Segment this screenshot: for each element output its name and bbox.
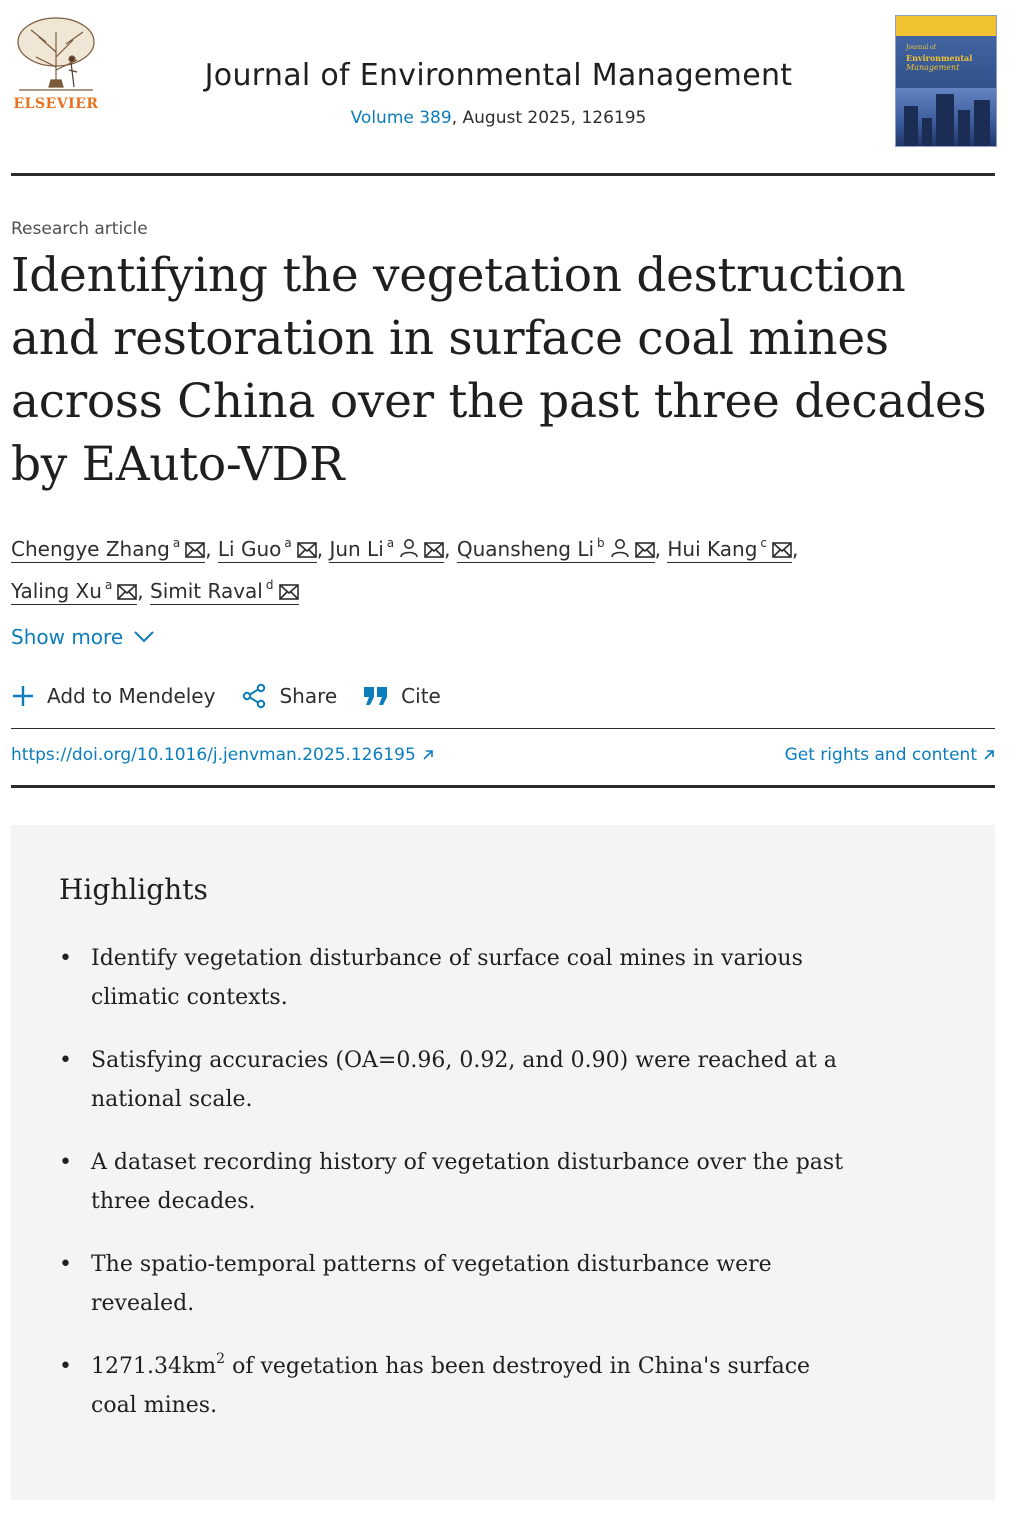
author-name: Hui Kang — [667, 537, 758, 561]
affiliation-marker: a — [104, 578, 113, 592]
add-to-mendeley-label: Add to Mendeley — [47, 684, 216, 708]
cite-label: Cite — [401, 684, 441, 708]
external-link-arrow-icon — [983, 749, 995, 761]
highlight-value: 1271.34km — [91, 1354, 217, 1379]
highlight-item: • Satisfying accuracies (OA=0.96, 0.92, and 0.90) were reached at a national scale. — [59, 1041, 849, 1119]
author-separator: , — [316, 537, 324, 561]
highlights-section — [11, 825, 995, 1500]
cover-journal-name: Journal of Environmental Management — [906, 44, 973, 72]
affiliation-marker: a — [386, 536, 395, 550]
cite-button[interactable] — [363, 684, 441, 708]
person-icon — [610, 538, 630, 558]
envelope-icon — [297, 542, 317, 558]
author-link[interactable] — [218, 537, 317, 563]
author-name: Jun Li — [329, 537, 384, 561]
author-separator: , — [654, 537, 662, 561]
show-more-label: Show more — [11, 625, 124, 649]
envelope-icon — [185, 542, 205, 558]
envelope-icon — [279, 584, 299, 600]
author-link[interactable] — [667, 537, 792, 563]
share-button[interactable] — [241, 683, 337, 709]
highlight-item: • The spatio-temporal patterns of vegetation disturbance were revealed. — [59, 1245, 849, 1323]
rights-and-content-link[interactable] — [785, 745, 995, 765]
plus-icon — [11, 684, 35, 708]
external-link-arrow-icon — [422, 749, 434, 761]
author-separator: , — [444, 537, 451, 561]
doi-link[interactable] — [11, 745, 434, 765]
highlights-list — [59, 939, 849, 1449]
cover-building — [904, 106, 918, 146]
affiliation-marker: d — [265, 578, 274, 592]
affiliation-marker: a — [172, 536, 181, 550]
highlights-heading: Highlights — [59, 873, 208, 906]
author-link[interactable] — [11, 537, 205, 563]
envelope-icon — [117, 584, 137, 600]
author-name: Yaling Xu — [11, 579, 102, 603]
journal-issue-info — [121, 108, 876, 128]
cover-building — [936, 94, 954, 146]
quote-icon — [363, 685, 389, 707]
cover-building — [974, 100, 990, 146]
chevron-down-icon — [133, 630, 155, 644]
author-name: Simit Raval — [150, 579, 263, 603]
superscript-exponent: 2 — [216, 1351, 226, 1367]
highlight-text: of vegetation has been destroyed in China's surface coal mines. — [91, 1354, 811, 1418]
author-name: Li Guo — [217, 537, 282, 561]
rights-text: Get rights and content — [784, 745, 977, 765]
author-name: Quansheng Li — [456, 537, 595, 561]
author-name: Chengye Zhang — [11, 537, 170, 561]
affiliation-marker: c — [760, 536, 768, 550]
envelope-icon — [772, 542, 792, 558]
highlight-item — [59, 1347, 849, 1425]
author-list — [11, 525, 995, 609]
article-type-label: Research article — [11, 219, 148, 239]
journal-header — [11, 12, 995, 174]
cover-top-band — [896, 16, 996, 36]
article-head-divider — [11, 785, 995, 788]
issue-date-article-number: , August 2025, 126195 — [451, 108, 647, 128]
highlight-item: • A dataset recording history of vegetation disturbance over the past three decades. — [59, 1143, 849, 1221]
header-divider — [11, 173, 995, 176]
article-actions-bar — [11, 683, 467, 709]
journal-title-link[interactable]: Journal of Environmental Management — [204, 58, 793, 93]
person-icon — [399, 538, 419, 558]
affiliation-marker: a — [284, 536, 292, 550]
share-label: Share — [279, 684, 338, 708]
journal-cover-thumbnail[interactable] — [895, 15, 997, 147]
highlight-item: • Identify vegetation disturbance of surface coal mines in various climatic contexts. — [59, 939, 849, 1017]
author-link[interactable] — [11, 579, 137, 605]
cover-building — [922, 118, 932, 146]
publisher-name: ELSEVIER — [13, 96, 99, 112]
affiliation-marker: b — [597, 536, 605, 550]
author-separator: , — [792, 537, 799, 561]
volume-link[interactable]: Volume 389 — [350, 108, 452, 128]
share-icon — [241, 683, 267, 709]
envelope-icon — [635, 542, 655, 558]
author-link[interactable] — [150, 579, 298, 605]
author-separator: , — [137, 579, 144, 603]
article-title: Identifying the vegetation destruction and restoration in surface coal mines across China over the past three decades by EAuto-VDR — [11, 248, 987, 492]
actions-divider — [11, 728, 995, 729]
author-link[interactable] — [329, 537, 444, 563]
show-more-button[interactable] — [11, 625, 155, 649]
author-link[interactable] — [457, 537, 655, 563]
envelope-icon — [424, 542, 444, 558]
cover-building — [958, 110, 970, 146]
add-to-mendeley-button[interactable] — [11, 684, 215, 708]
author-separator: , — [205, 537, 212, 561]
doi-text: https://doi.org/10.1016/j.jenvman.2025.126195 — [11, 745, 416, 765]
